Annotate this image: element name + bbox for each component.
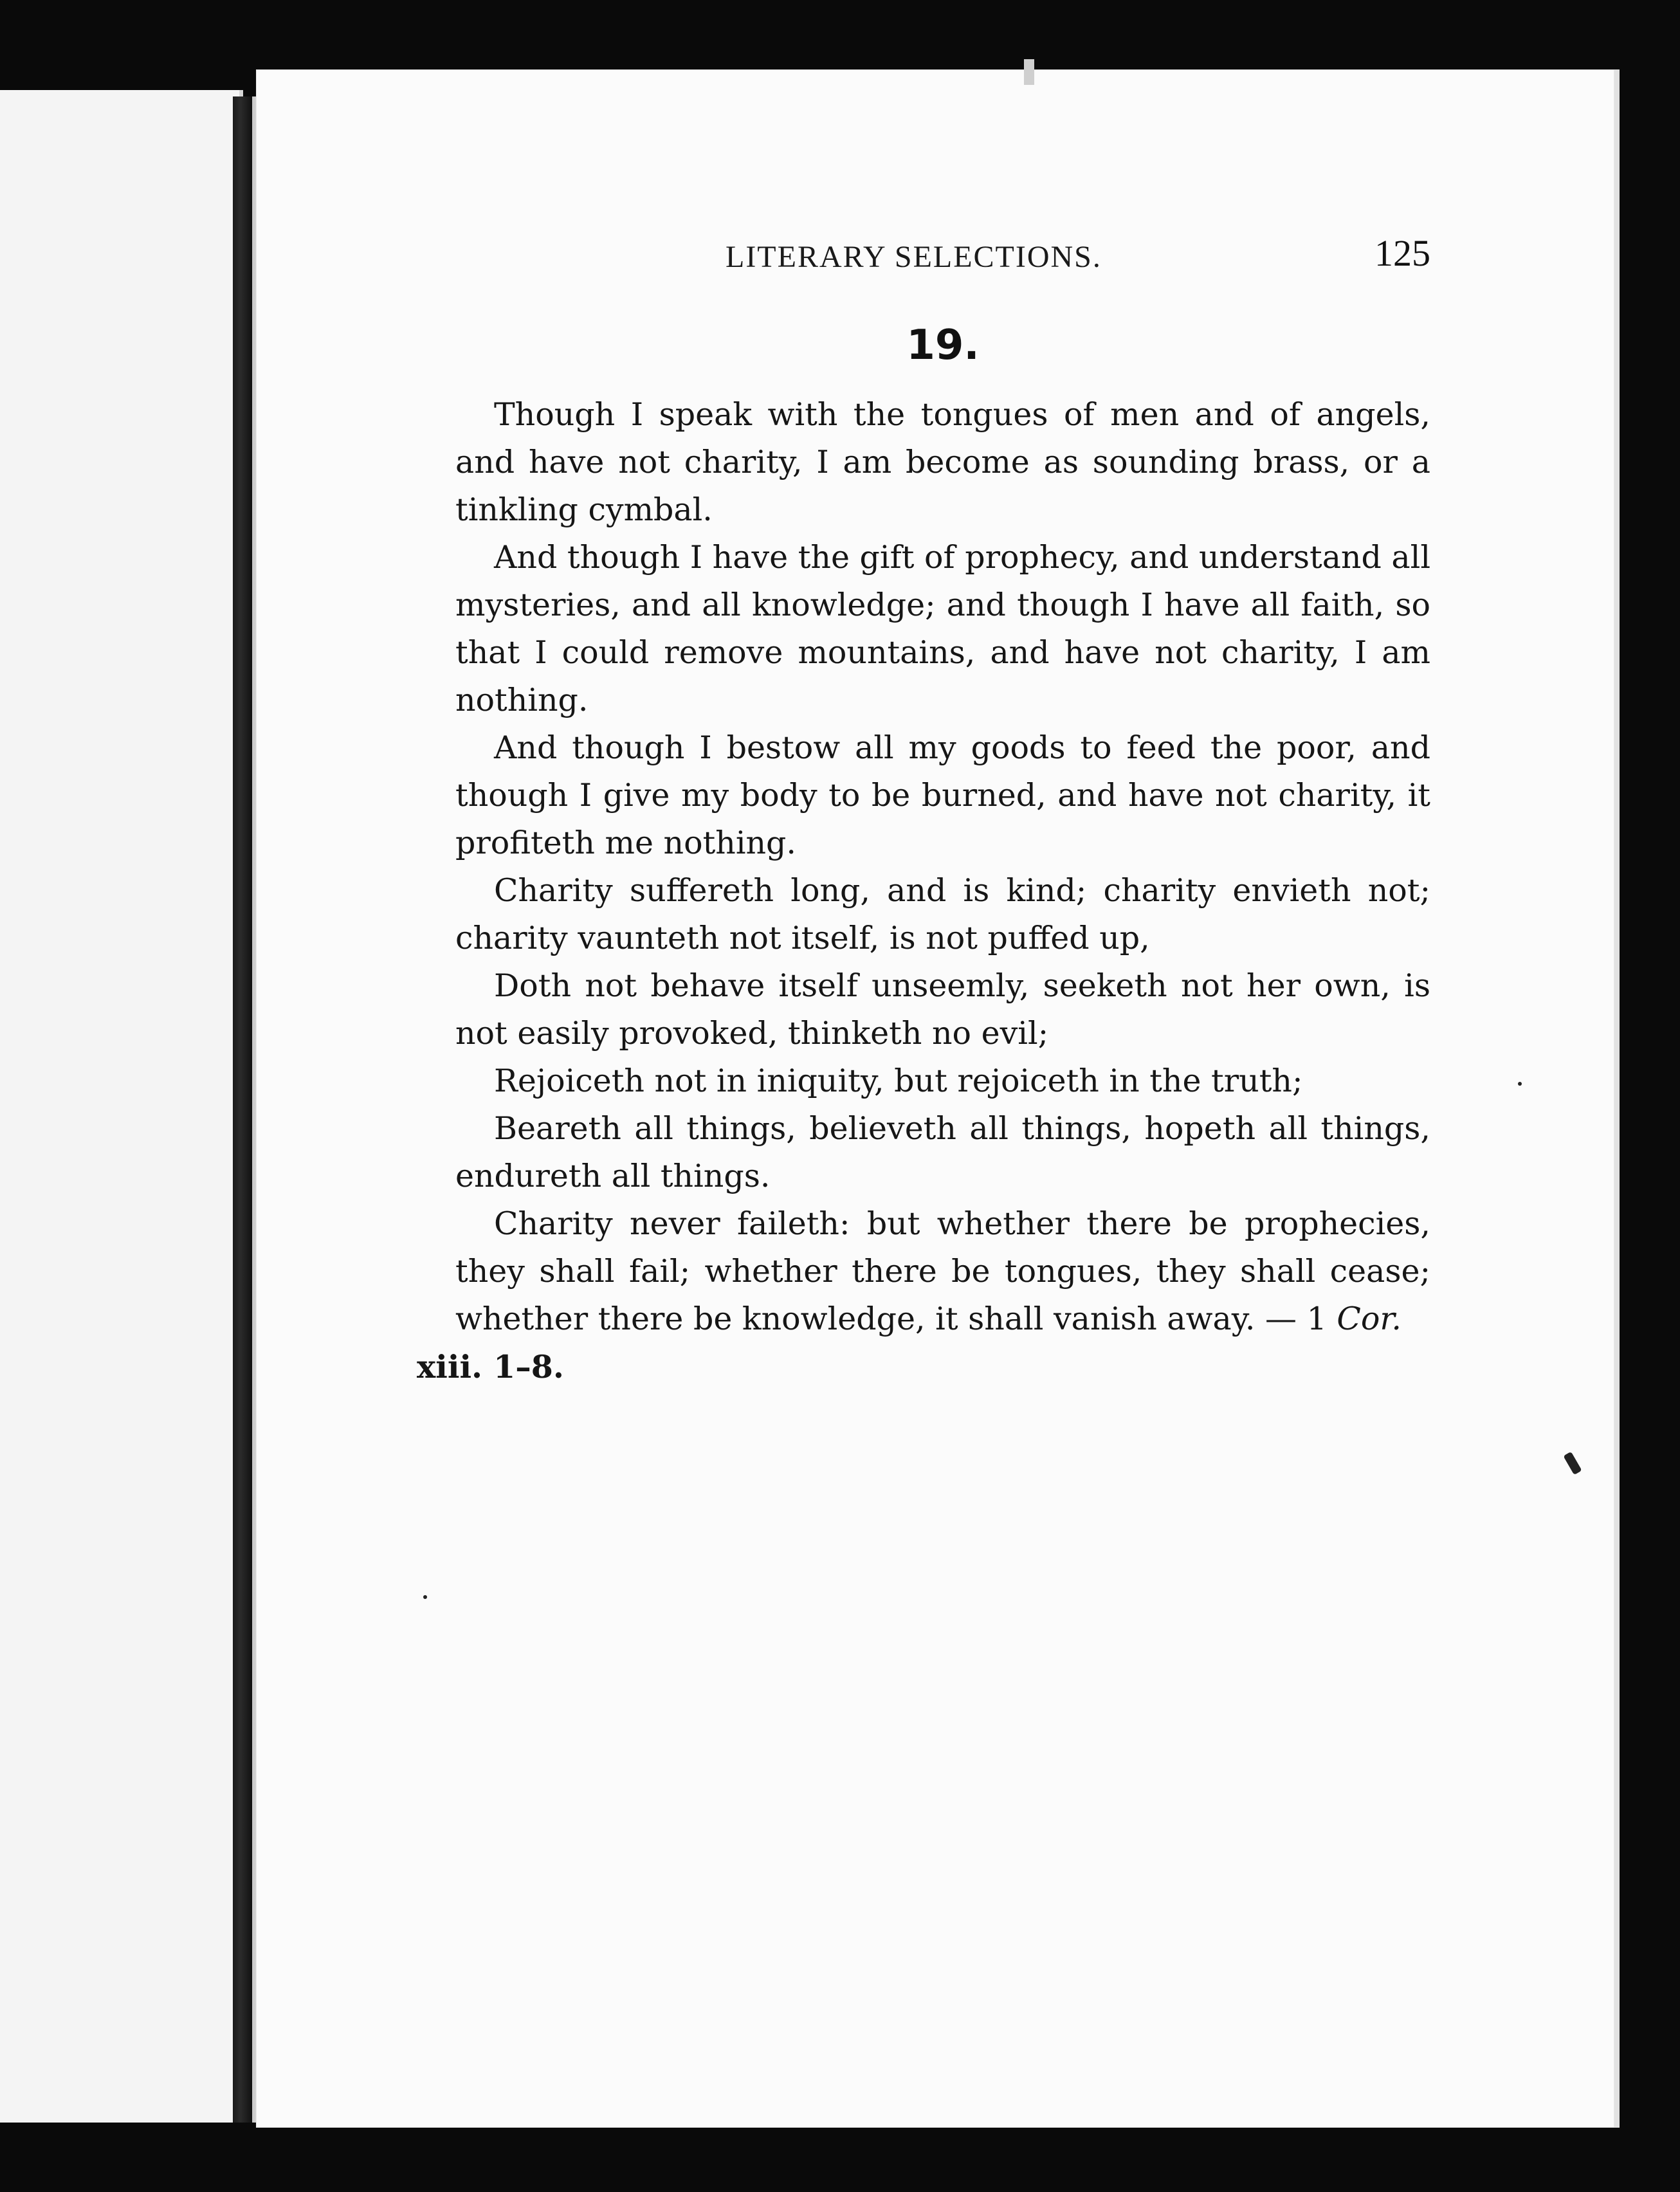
verse-paragraph: And though I bestow all my goods to feed the poor, and though I give my body to be burned, and have not charity, it profiteth me nothing. xyxy=(455,729,1430,861)
section-number: 19. xyxy=(906,322,980,369)
ink-speck xyxy=(1563,1452,1582,1475)
verse-paragraph: Rejoiceth not in iniquity, but rejoiceth in the truth; xyxy=(494,1063,1303,1099)
citation-reference: xiii. 1–8. xyxy=(417,1348,564,1385)
verse-paragraph-final xyxy=(417,1200,1430,1391)
page-content xyxy=(417,232,1430,1391)
citation-book: Cor. xyxy=(1337,1301,1402,1337)
left-page xyxy=(0,90,243,2123)
page-number: 125 xyxy=(1374,232,1430,274)
verse-paragraph: And though I have the gift of prophecy, and understand all mysteries, and all knowledge; and though I have all faith, so that I could remove mountains, and have not charity, I am nothing. xyxy=(455,539,1430,718)
verse-paragraph: Doth not behave itself unseemly, seeketh not her own, is not easily provoked, thinketh no evil; xyxy=(455,967,1430,1052)
verse-paragraph: Beareth all things, believeth all things, hopeth all things, endureth all things. xyxy=(455,1110,1430,1194)
ink-speck xyxy=(1518,1082,1522,1086)
running-title: LITERARY SELECTIONS. xyxy=(726,240,1102,274)
ink-speck xyxy=(423,1595,427,1599)
verse-paragraph: Though I speak with the tongues of men and of angels, and have not charity, I am become as sounding brass, or a tinkling cymbal. xyxy=(455,396,1430,528)
running-head xyxy=(455,232,1430,283)
page-tab-mark xyxy=(1024,59,1034,85)
book-gutter xyxy=(233,96,252,2123)
final-verse-text: Charity never faileth: but whether there be prophecies, they shall fail; whether there be tongues, they shall cease; whether there be knowledge, it shall vanish away. — 1 xyxy=(455,1205,1430,1337)
verse-paragraph: Charity suffereth long, and is kind; charity envieth not; charity vaunteth not itself, is not puffed up, xyxy=(455,872,1430,956)
